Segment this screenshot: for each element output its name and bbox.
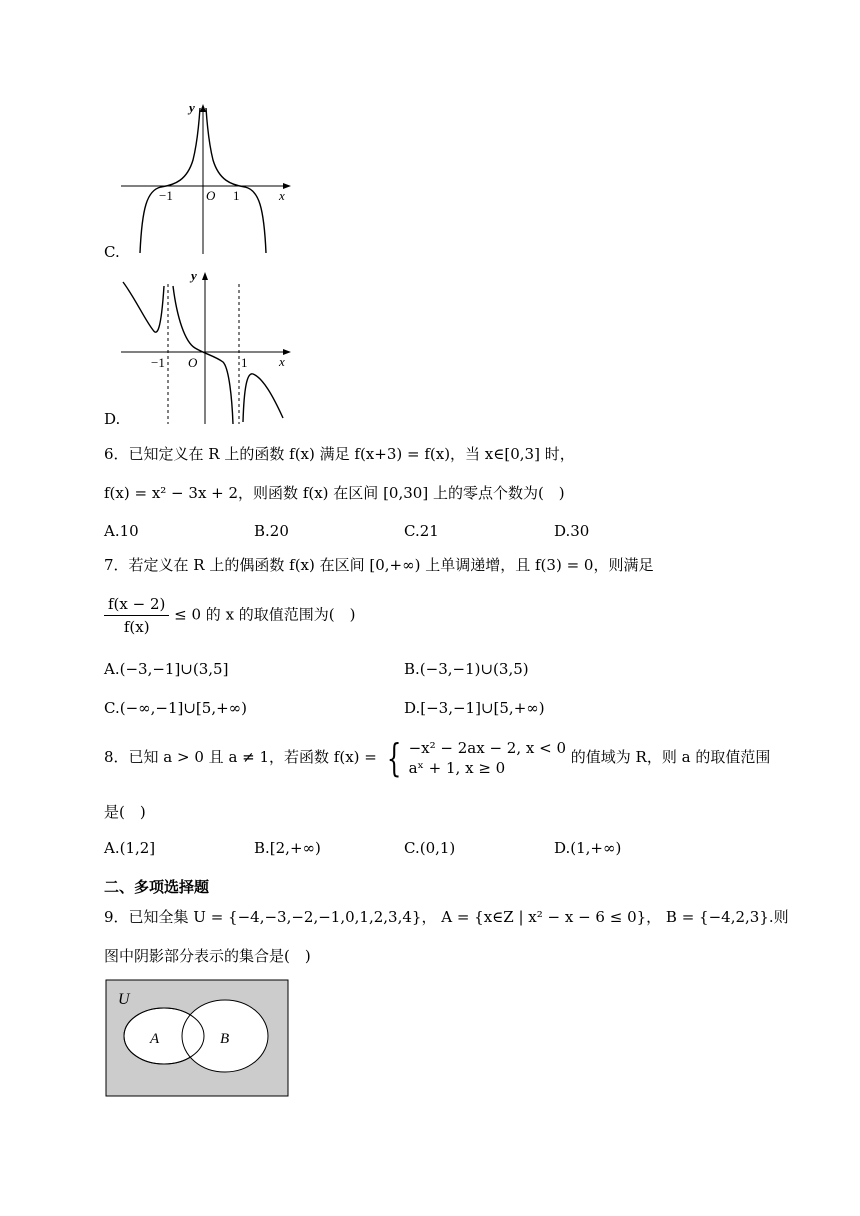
piecewise-brace-icon: { [386,736,401,780]
y-axis-arrow-icon [202,272,208,280]
label-u: U [118,991,130,1008]
tick-label-1: 1 [233,188,240,203]
tick-label-1: 1 [241,355,248,370]
q7-fraction-numerator: f(x − 2) [104,594,169,616]
q7-option-a: A.(−3,−1]∪(3,5] [104,660,229,678]
q7-option-d: D.[−3,−1]∪[5,+∞) [404,699,545,717]
q8-option-b: B.[2,+∞) [254,839,321,857]
origin-label: O [206,188,216,203]
q8-piecewise [409,738,566,778]
q6-option-c: C.21 [404,522,439,540]
curve-right [206,108,266,253]
graph-c [115,98,295,258]
q7-line2-text: ≤ 0 的 x 的取值范围为( ) [174,605,356,624]
axis-label-x: x [279,354,285,369]
section-title: 二、多项选择题 [104,878,210,896]
q7-option-c: C.(−∞,−1]∪[5,+∞) [104,699,248,717]
tick-label-neg1: −1 [159,188,173,203]
origin-label: O [188,355,198,370]
tick-label-neg1: −1 [151,355,165,370]
q6-option-b: B.20 [254,522,289,540]
axis-label-y: y [191,268,197,283]
q8-case-2: aˣ + 1, x ≥ 0 [408,759,506,777]
q7-line1: 7．若定义在 R 上的偶函数 f(x) 在区间 [0,+∞) 上单调递增，且 f(3) = 0，则满足 [104,556,654,574]
option-c-label: C. [104,243,120,261]
q8-option-a: A.(1,2] [104,839,156,857]
curve-left-branch [123,282,164,332]
axis-label-x: x [279,188,285,203]
q7-fraction [104,594,169,637]
venn-diagram [104,978,294,1100]
q7-fraction-denominator: f(x) [123,618,150,636]
q9-line2: 图中阴影部分表示的集合是( ) [104,947,311,965]
q8-suffix: 的值域为 R，则 a 的取值范围 [570,748,771,766]
q8-prefix: 8．已知 a > 0 且 a ≠ 1，若函数 f(x) = [104,748,377,766]
q6-line1: 6．已知定义在 R 上的函数 f(x) 满足 f(x+3) = f(x)，当 x∈[0,3] 时， [104,445,575,463]
q8-case-1: −x² − 2ax − 2, x < 0 [408,739,566,757]
q8-line1 [104,738,770,778]
option-d-label: D. [104,410,121,428]
q8-option-d: D.(1,+∞) [554,839,622,857]
q7-line2 [104,594,356,637]
q9-line1: 9．已知全集 U = {−4,−3,−2,−1,0,1,2,3,4}， A = {x∈Z | x² − x − 6 ≤ 0}， B = {−4,2,3}.则 [104,908,789,926]
curve-middle-branch [173,286,233,424]
curve-right-branch [243,374,283,422]
label-a: A [150,1031,160,1047]
q7-option-b: B.(−3,−1)∪(3,5) [404,660,529,678]
q6-option-d: D.30 [554,522,590,540]
curve-left [140,108,200,253]
axis-label-y: y [189,100,195,115]
q8-line2: 是( ) [104,803,146,821]
q6-option-a: A.10 [104,522,139,540]
y-axis-arrow-icon [200,104,206,112]
label-b: B [220,1031,230,1047]
q8-option-c: C.(0,1) [404,839,456,857]
graph-d [115,268,295,428]
q6-line2: f(x) = x² − 3x + 2，则函数 f(x) 在区间 [0,30] 上的零点个数为( ) [104,484,565,502]
